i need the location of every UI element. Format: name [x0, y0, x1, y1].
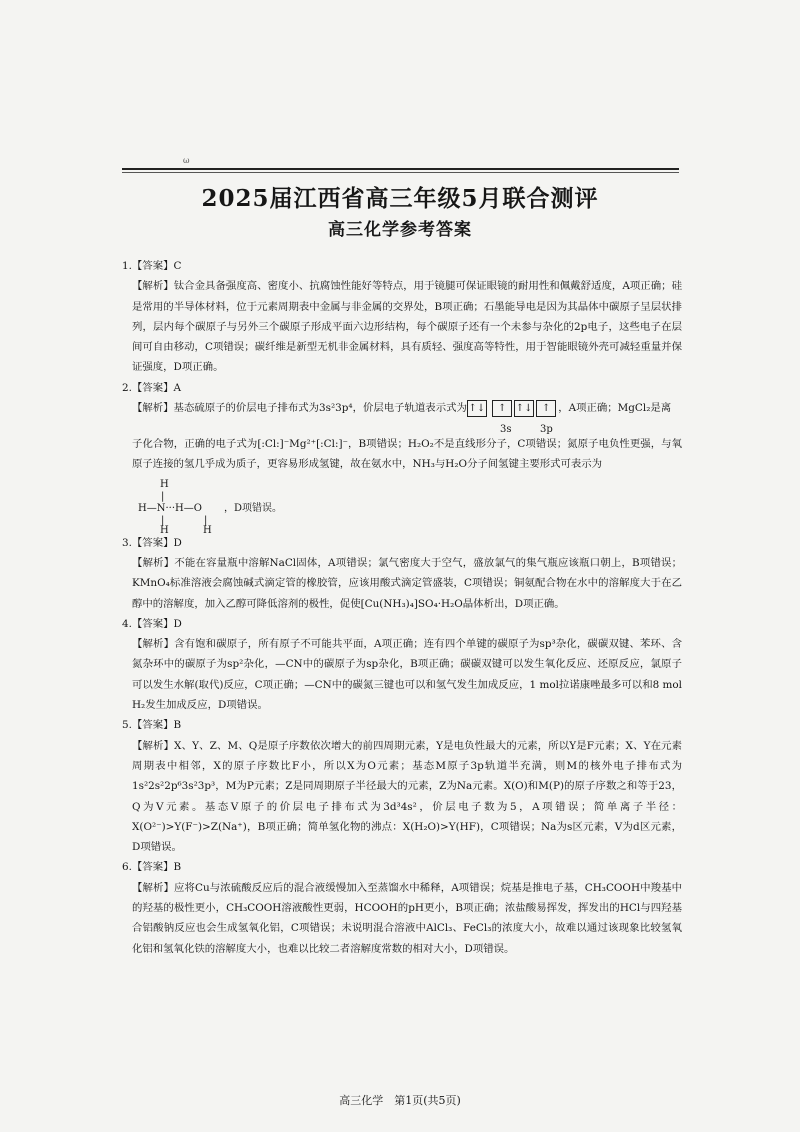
q2-explanation-a2: ，A项正确；MgCl₂是离 — [558, 402, 672, 415]
q4-answer: 4.【答案】D — [122, 617, 182, 630]
header-rule — [122, 168, 679, 170]
page-title: 2025届江西省高三年级5月联合测评 — [201, 185, 599, 212]
orbital-box-3p-2: ↑↓ — [514, 400, 534, 417]
q2-explanation-a: 【解析】基态硫原子的价层电子排布式为3s²3p⁴，价层电子轨道表示式为 — [132, 402, 467, 415]
header-rule-thin — [122, 172, 679, 173]
q5-explanation: 【解析】X、Y、Z、M、Q是原子序数依次增大的前四周期元素，Y是电负性最大的元素，所以Y是F元素；X、Y在元素周期表中相邻，X的原子序数比F小，所以X为O元素；基态M原子3p轨道半充满，则M的核外电子排布式为1s²2s²2p⁶3s²3p³，M为P元素；Z是同周期原子半径最大的元素，Z为Na元素。X(O)和M(P)的原子序数之和等于23，Q为V元素。基态V原子的价层电子排布式为3d³4s²，价层电子数为5，A项错误；简单离子半径：X(O²⁻)>Y(F⁻)>Z(Na⁺)，B项正确；简单氢化物的沸点：X(H₂O)>Y(HF)，C项错误；Na为s区元素，V为d区元素，D项错误。 — [132, 739, 682, 854]
q2-answer: 2.【答案】A — [122, 381, 181, 394]
hydrogen-bond-structure — [138, 475, 682, 536]
struct-bond-bottom-2: | — [204, 514, 208, 526]
q6-answer: 6.【答案】B — [122, 861, 182, 874]
q6-explanation: 【解析】应将Cu与浓硫酸反应后的混合液缓慢加入至蒸馏水中稀释，A项错误；烷基是推电子基，CH₃COOH中羧基中的羟基的极性更小，CH₃COOH溶液酸性更弱，HCOOH的pH更小，B项正确；浓盐酸易挥发，挥发出的HCl与四羟基合铝酸钠反应也会生成氢氧化铝，C项错误；未说明混合溶液中AlCl₃、FeCl₃的浓度大小，故难以通过该现象比较氢氧化铝和氢氧化铁的溶解度大小，也难以比较二者溶解度常数的相对大小，D项错误。 — [132, 881, 682, 955]
q5-answer: 5.【答案】B — [122, 719, 182, 732]
orbital-box-3p-3: ↑ — [536, 400, 556, 417]
q2-orbital-line — [122, 398, 682, 434]
struct-bond-top: | — [161, 490, 165, 502]
struct-tail: ，D项错误。 — [224, 502, 283, 514]
struct-h-top: H — [160, 478, 169, 490]
page-subtitle: 高三化学参考答案 — [328, 220, 472, 240]
orbital-label-3s: 3s — [500, 424, 512, 436]
orbital-box-3s: ↑↓ — [467, 400, 487, 417]
q1-answer: 1.【答案】C — [122, 260, 182, 272]
struct-main: H—N···H—O — [138, 502, 202, 514]
struct-h-bottom-1: H — [160, 524, 169, 536]
answer-content — [122, 256, 682, 959]
q3-answer: 3.【答案】D — [122, 536, 182, 549]
q3-explanation: 【解析】不能在容量瓶中溶解NaCl固体，A项错误；氯气密度大于空气，盛放氯气的集气瓶应该瓶口朝上，B项错误；KMnO₄标准溶液会腐蚀碱式滴定管的橡胶管，应该用酸式滴定管盛装，C项错误；铜氨配合物在水中的溶解度大于在乙醇中的溶解度，加入乙醇可降低溶剂的极性，促使[Cu(NH₃)₄]SO₄·H₂O晶体析出，D项正确。 — [132, 556, 682, 610]
q4-explanation: 【解析】含有饱和碳原子，所有原子不可能共平面，A项正确；连有四个单键的碳原子为sp³杂化，碳碳双键、苯环、含氮杂环中的碳原子为sp²杂化，—CN中的碳原子为sp杂化，B项正确；碳碳双键可以发生氧化反应、还原反应，氯原子可以发生水解(取代)反应，C项正确；—CN中的碳氮三键也可以和氢气发生加成反应，1 mol拉诺康唑最多可以和8 mol H₂发生加成反应，D项错误。 — [132, 638, 682, 712]
q2-explanation-b: 子化合物，正确的电子式为[:Cl:]⁻Mg²⁺[:Cl:]⁻，B项错误；H₂O₂不是直线形分子，C项错误；氮原子电负性更强，与氧原子连接的氢几乎成为质子，更容易形成氢键，故在氨水中，NH₃与H₂O分子间氢键主要形式可表示为 — [132, 438, 682, 471]
orbital-diagram — [467, 398, 558, 418]
orbital-box-3p-1: ↑ — [492, 400, 512, 417]
page-footer: 高三化学 第1页(共5页) — [339, 1094, 461, 1107]
q1-explanation: 【解析】钛合金具备强度高、密度小、抗腐蚀性能好等特点，用于镜腿可保证眼镜的耐用性和佩戴舒适度，A项正确；硅是常用的半导体材料，位于元素周期表中金属与非金属的交界处，B项正确；石墨能导电是因为其晶体中碳原子呈层状排列，层内每个碳原子与另外三个碳原子形成平面六边形结构，每个碳原子还有一个未参与杂化的2p电子，这些电子在层间可自由移动，C项错误；碳纤维是新型无机非金属材料，具有质轻、强度高等特性，用于智能眼镜外壳可减轻重量并保证强度，D项正确。 — [132, 280, 682, 374]
orbital-label-3p: 3p — [540, 424, 553, 436]
struct-h-bottom-2: H — [203, 524, 212, 536]
corner-mark: ω — [183, 156, 190, 165]
struct-bond-bottom-1: | — [161, 514, 165, 526]
